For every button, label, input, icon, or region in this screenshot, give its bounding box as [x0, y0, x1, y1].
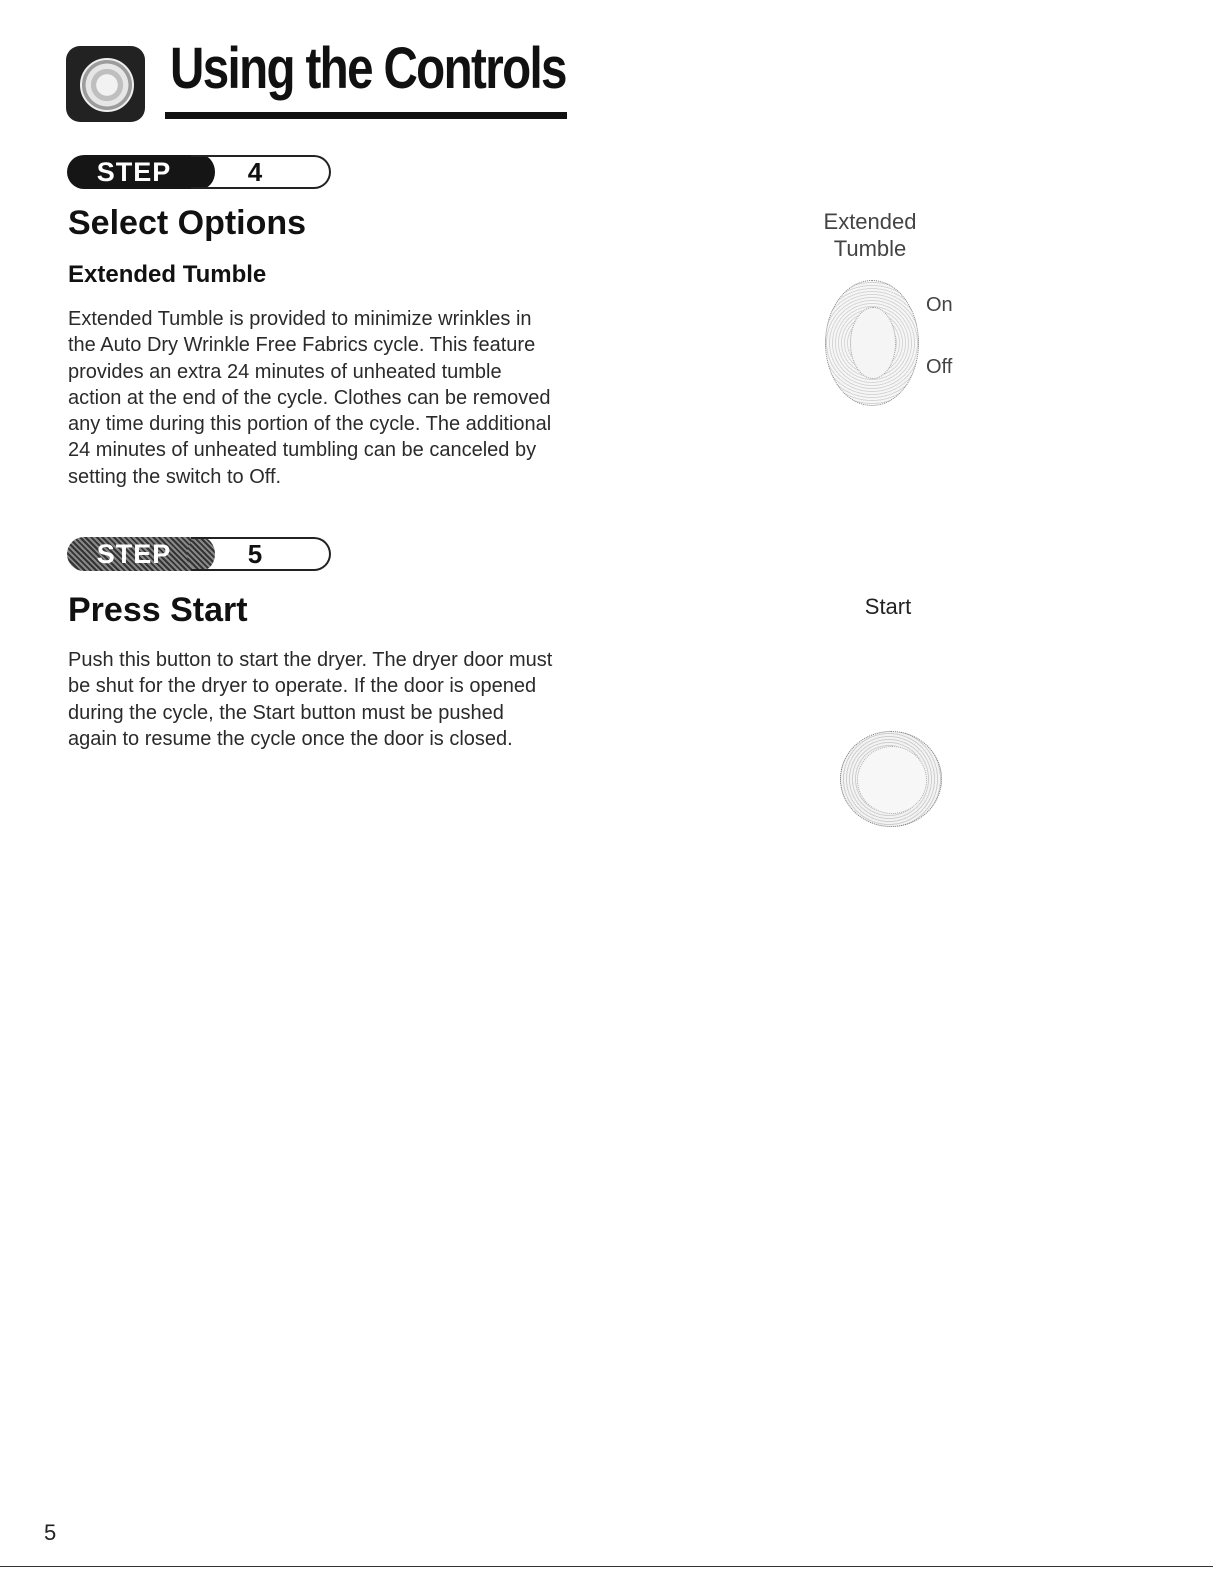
text-line: 24 minutes of unheated tumbling can be canceled by [68, 439, 537, 462]
text-line: again to resume the cycle once the door is closed. [68, 727, 513, 750]
text-line: any time during this portion of the cycle. The additional [68, 413, 552, 436]
step-label: STEP [67, 155, 201, 189]
subheading-extended-tumble: Extended Tumble [68, 261, 267, 288]
text-line: Extended Tumble is provided to minimize wrinkles in [68, 308, 532, 330]
extended-tumble-description [68, 306, 588, 490]
step-label: STEP [67, 537, 201, 571]
text-line: action at the end of the cycle. Clothes can be removed [68, 386, 551, 409]
title-underline [165, 112, 567, 119]
step-number: 5 [247, 539, 263, 569]
text-line: the Auto Dry Wrinkle Free Fabrics cycle. This feature [68, 334, 536, 357]
text-line: provides an extra 24 minutes of unheated tumble [68, 360, 502, 383]
press-start-description [68, 647, 588, 752]
text-line: setting the switch to Off. [68, 465, 282, 488]
extended-tumble-panel-label [800, 208, 940, 262]
extended-tumble-switch[interactable] [825, 280, 919, 406]
section-heading-press-start: Press Start [68, 591, 248, 629]
page-number: 5 [44, 1520, 57, 1545]
label-line: Extended [823, 209, 917, 234]
start-button[interactable] [840, 731, 942, 827]
footer-divider [0, 1566, 1213, 1567]
step-number: 4 [247, 157, 263, 187]
step-4-badge [67, 155, 337, 189]
dial-icon [66, 46, 145, 122]
start-panel-label: Start [864, 594, 912, 619]
switch-on-label: On [926, 294, 953, 316]
label-line: Tumble [833, 236, 907, 261]
dial-face [80, 58, 134, 112]
text-line: Push this button to start the dryer. The dryer door must [68, 649, 553, 671]
text-line: be shut for the dryer to operate. If the door is opened [68, 675, 537, 698]
switch-rocker [850, 307, 896, 379]
page-title: Using the Controls [170, 36, 566, 101]
section-heading-select-options: Select Options [68, 204, 307, 242]
start-button-face [857, 746, 927, 814]
text-line: during the cycle, the Start button must be pushed [68, 701, 504, 724]
switch-off-label: Off [926, 356, 953, 378]
step-5-badge [67, 537, 337, 571]
